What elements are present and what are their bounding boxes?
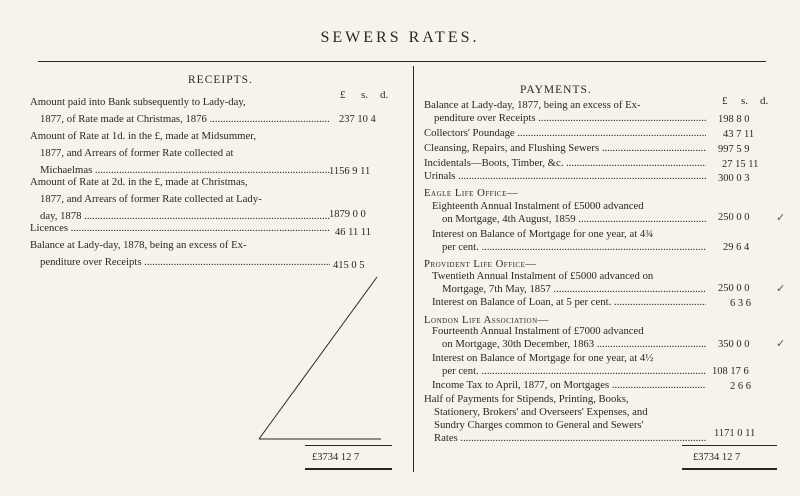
payment-amount: 2 6 6: [730, 381, 751, 392]
payment-item: Interest on Balance of Mortgage for one year, at 4¾ per cent. .....: [432, 228, 706, 254]
balance-diagonal: [255, 275, 385, 445]
receipt-amount: 1879 0 0: [329, 209, 366, 220]
payment-item: Collectors' Poundage .....: [424, 127, 706, 140]
receipt-amount: 46 11 11: [335, 227, 371, 238]
payment-amount: 198 8 0: [718, 114, 750, 125]
payment-item: Half of Payments for Stipends, Printing, Books, Stationery, Brokers' and Overseers' Expenses, and Sundry Charges common to General and Sewers' Rates .....: [424, 393, 706, 445]
payment-item: Twentieth Annual Instalment of £5000 advanced on Mortgage, 7th May, 1857 .....: [432, 270, 706, 296]
payments-total-underline: [682, 468, 777, 470]
receipts-total-underline: [305, 468, 392, 470]
receipt-amount: 1156 9 11: [329, 166, 371, 177]
receipt-item: Amount paid into Bank subsequently to Lady-day, 1877, of Rate made at Christmas, 1876 .....: [30, 94, 330, 128]
receipts-total: £3734 12 7: [312, 452, 360, 463]
page-title: SEWERS RATES.: [320, 29, 480, 46]
payment-amount: 250 0 0: [718, 212, 750, 223]
receipts-pence-head: d.: [380, 89, 389, 101]
tick-mark: ✓: [776, 212, 786, 224]
receipt-amount: 415 0 5: [333, 260, 365, 271]
column-divider: [413, 66, 414, 472]
payment-amount: 997 5 9: [718, 144, 750, 155]
payment-amount: 27 15 11: [722, 159, 759, 170]
payment-item: Urinals .....: [424, 170, 706, 183]
payments-pence-head: d.: [760, 95, 769, 107]
payment-amount: 350 0 0: [718, 339, 750, 350]
payment-item: Cleansing, Repairs, and Flushing Sewers .....: [424, 142, 706, 155]
payments-total-rule: [682, 445, 777, 446]
london-life-heading: London Life Association—: [424, 314, 549, 326]
receipts-shilling-head: s.: [361, 89, 369, 101]
eagle-life-heading: Eagle Life Office—: [424, 187, 519, 199]
payment-amount: 250 0 0: [718, 283, 750, 294]
payments-shilling-head: s.: [741, 95, 749, 107]
receipts-total-rule: [305, 445, 392, 446]
receipt-item: Amount of Rate at 2d. in the £, made at Christmas, 1877, and Arrears of former Rate collected at Lady- day, 1878 .....: [30, 174, 330, 225]
payment-item: Interest on Balance of Mortgage for one year, at 4½ per cent. .....: [432, 352, 706, 378]
payments-heading: PAYMENTS.: [520, 84, 592, 96]
payment-item: Interest on Balance of Loan, at 5 per cent. .....: [432, 296, 706, 309]
receipt-item: Amount of Rate at 1d. in the £, made at Midsummer, 1877, and Arrears of former Rate collected at Michaelmas .....: [30, 128, 330, 179]
receipt-amount: 237 10 4: [339, 114, 376, 125]
payment-amount: 1171 0 11: [714, 428, 756, 439]
receipts-heading: RECEIPTS.: [188, 74, 253, 86]
payment-amount: 43 7 11: [723, 129, 755, 140]
payment-amount: 29 6 4: [723, 242, 750, 253]
payment-item: Income Tax to April, 1877, on Mortgages .....: [432, 379, 706, 392]
payment-amount: 6 3 6: [730, 298, 751, 309]
receipt-item: Balance at Lady-day, 1878, being an excess of Ex- penditure over Receipts .....: [30, 237, 330, 271]
payment-item: Fourteenth Annual Instalment of £7000 advanced on Mortgage, 30th December, 1863 .....: [432, 325, 706, 351]
top-rule: [38, 61, 766, 62]
receipt-item: Licences .....: [30, 220, 330, 237]
payments-total: £3734 12 7: [693, 452, 741, 463]
payment-item: Incidentals—Boots, Timber, &c. .....: [424, 157, 706, 170]
tick-mark: ✓: [776, 338, 786, 350]
payment-item: Eighteenth Annual Instalment of £5000 advanced on Mortgage, 4th August, 1859 .....: [432, 200, 706, 226]
payment-amount: 108 17 6: [712, 366, 749, 377]
tick-mark: ✓: [776, 283, 786, 295]
payments-pound-head: £: [722, 95, 728, 107]
provident-life-heading: Provident Life Office—: [424, 258, 537, 270]
payment-item: Balance at Lady-day, 1877, being an excess of Ex- penditure over Receipts .....: [424, 99, 706, 125]
payment-amount: 300 0 3: [718, 173, 750, 184]
receipts-pound-head: £: [340, 89, 346, 101]
